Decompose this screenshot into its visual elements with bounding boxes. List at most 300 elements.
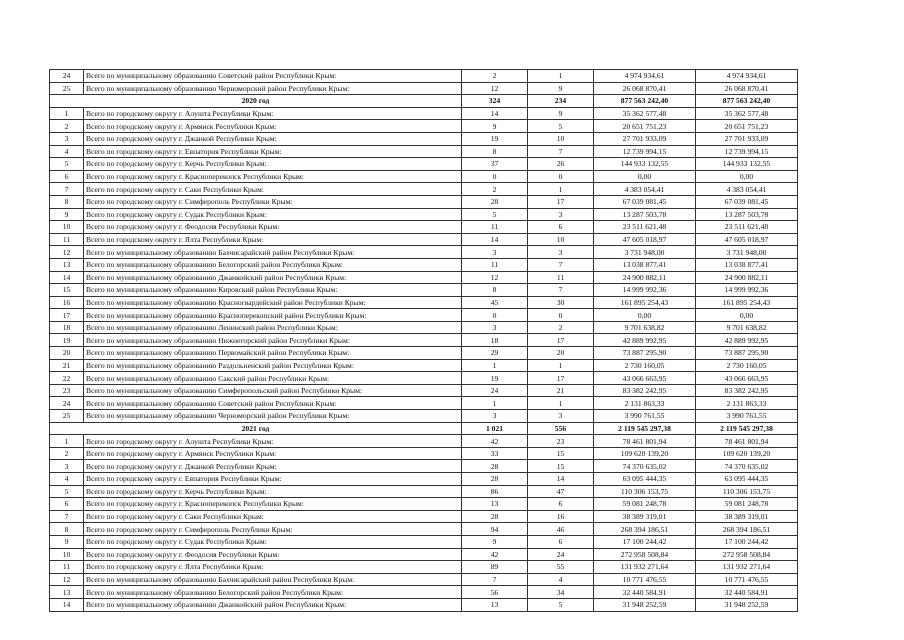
municipality-name: Всего по городскому округу г. Судак Республики Крым:	[84, 208, 462, 221]
count-secondary: 5	[528, 120, 594, 133]
table-row	[50, 284, 798, 297]
table-row	[50, 107, 798, 120]
count-total: 14	[462, 233, 528, 246]
municipality-name: Всего по муниципальному образованию Джанкойский район Республики Крым:	[84, 598, 462, 611]
municipality-name: Всего по муниципальному образованию Первомайский район Республики Крым:	[84, 347, 462, 360]
amount-secondary: 20 651 751,23	[696, 120, 798, 133]
table-row	[50, 498, 798, 511]
amount-secondary: 31 948 252,59	[696, 598, 798, 611]
row-number: 8	[50, 523, 84, 536]
table-row	[50, 334, 798, 347]
amount-total: 32 440 584,91	[594, 586, 696, 599]
count-secondary: 2	[528, 321, 594, 334]
municipality-name: Всего по городскому округу г. Красноперекопск Республики Крым:	[84, 498, 462, 511]
count-total: 7	[462, 573, 528, 586]
count-secondary: 3	[528, 208, 594, 221]
row-number: 24	[50, 70, 84, 83]
count-total: 0	[462, 309, 528, 322]
amount-total: 877 563 242,40	[594, 95, 696, 108]
municipality-name: Всего по городскому округу г. Джанкой Республики Крым:	[84, 132, 462, 145]
funding-table	[49, 69, 798, 612]
municipality-name: Всего по муниципальному образованию Бахчисарайский район Республики Крым:	[84, 573, 462, 586]
row-number: 24	[50, 397, 84, 410]
count-secondary: 4	[528, 573, 594, 586]
amount-secondary: 67 039 081,45	[696, 195, 798, 208]
table-row	[50, 271, 798, 284]
municipality-name: Всего по муниципальному образованию Советский район Республики Крым:	[84, 70, 462, 83]
amount-total: 13 287 503,78	[594, 208, 696, 221]
amount-secondary: 12 739 994,15	[696, 145, 798, 158]
count-total: 19	[462, 372, 528, 385]
row-number: 10	[50, 548, 84, 561]
municipality-name: Всего по городскому округу г. Армянск Республики Крым:	[84, 447, 462, 460]
municipality-name: Всего по городскому округу г. Симферополь Республики Крым:	[84, 195, 462, 208]
row-number: 17	[50, 309, 84, 322]
count-total: 42	[462, 435, 528, 448]
table-row	[50, 221, 798, 234]
table-row	[50, 246, 798, 259]
count-secondary: 16	[528, 510, 594, 523]
amount-secondary: 32 440 584,91	[696, 586, 798, 599]
count-secondary: 17	[528, 195, 594, 208]
count-total: 0	[462, 170, 528, 183]
municipality-name: Всего по муниципальному образованию Советский район Республики Крым:	[84, 397, 462, 410]
count-total: 45	[462, 296, 528, 309]
count-secondary: 34	[528, 586, 594, 599]
table-row	[50, 384, 798, 397]
row-number: 25	[50, 410, 84, 423]
year-label: 2021 год	[50, 422, 462, 435]
year-total-row	[50, 422, 798, 435]
row-number: 2	[50, 120, 84, 133]
table-row	[50, 473, 798, 486]
amount-secondary: 26 068 870,41	[696, 82, 798, 95]
count-total: 18	[462, 334, 528, 347]
table-row	[50, 82, 798, 95]
count-total: 9	[462, 535, 528, 548]
table-row	[50, 586, 798, 599]
municipality-name: Всего по городскому округу г. Феодосия Республики Крым:	[84, 548, 462, 561]
amount-total: 43 066 663,95	[594, 372, 696, 385]
table-row	[50, 321, 798, 334]
count-total: 3	[462, 321, 528, 334]
row-number: 11	[50, 561, 84, 574]
count-total: 1	[462, 359, 528, 372]
amount-secondary: 144 933 132,55	[696, 158, 798, 171]
amount-secondary: 0,00	[696, 309, 798, 322]
amount-total: 4 974 934,61	[594, 70, 696, 83]
count-secondary: 11	[528, 271, 594, 284]
amount-total: 24 900 882,11	[594, 271, 696, 284]
row-number: 21	[50, 359, 84, 372]
amount-total: 2 131 863,33	[594, 397, 696, 410]
municipality-name: Всего по муниципальному образованию Симферопольский район Республики Крым:	[84, 384, 462, 397]
table-row	[50, 145, 798, 158]
amount-total: 12 739 994,15	[594, 145, 696, 158]
row-number: 19	[50, 334, 84, 347]
amount-total: 2 119 545 297,38	[594, 422, 696, 435]
amount-total: 83 382 242,95	[594, 384, 696, 397]
amount-secondary: 78 461 801,94	[696, 435, 798, 448]
table-row	[50, 561, 798, 574]
year-total-row	[50, 95, 798, 108]
count-secondary: 3	[528, 246, 594, 259]
count-total: 11	[462, 258, 528, 271]
amount-total: 272 958 508,84	[594, 548, 696, 561]
count-secondary: 0	[528, 309, 594, 322]
count-total: 3	[462, 410, 528, 423]
row-number: 9	[50, 535, 84, 548]
amount-secondary: 13 287 503,78	[696, 208, 798, 221]
count-secondary: 23	[528, 435, 594, 448]
municipality-name: Всего по муниципальному образованию Нижнегорский район Республики Крым:	[84, 334, 462, 347]
count-secondary: 6	[528, 535, 594, 548]
table-row	[50, 510, 798, 523]
count-secondary: 10	[528, 132, 594, 145]
municipality-name: Всего по муниципальному образованию Черноморский район Республики Крым:	[84, 410, 462, 423]
municipality-name: Всего по муниципальному образованию Красногвардейский район Республики Крым:	[84, 296, 462, 309]
row-number: 25	[50, 82, 84, 95]
amount-total: 42 889 992,95	[594, 334, 696, 347]
municipality-name: Всего по городскому округу г. Керчь Республики Крым:	[84, 485, 462, 498]
table-row	[50, 195, 798, 208]
count-total: 13	[462, 598, 528, 611]
count-total: 94	[462, 523, 528, 536]
row-number: 4	[50, 145, 84, 158]
amount-total: 67 039 081,45	[594, 195, 696, 208]
count-total: 2	[462, 183, 528, 196]
amount-total: 20 651 751,23	[594, 120, 696, 133]
amount-total: 78 461 801,94	[594, 435, 696, 448]
count-total: 24	[462, 384, 528, 397]
amount-secondary: 73 887 295,90	[696, 347, 798, 360]
amount-total: 3 731 948,00	[594, 246, 696, 259]
amount-total: 0,00	[594, 309, 696, 322]
count-total: 28	[462, 473, 528, 486]
amount-total: 59 081 248,78	[594, 498, 696, 511]
count-secondary: 3	[528, 410, 594, 423]
amount-total: 47 605 018,97	[594, 233, 696, 246]
count-secondary: 0	[528, 170, 594, 183]
row-number: 11	[50, 233, 84, 246]
amount-total: 144 933 132,55	[594, 158, 696, 171]
amount-total: 3 990 761,55	[594, 410, 696, 423]
count-total: 29	[462, 347, 528, 360]
table-row	[50, 523, 798, 536]
amount-secondary: 4 974 934,61	[696, 70, 798, 83]
table-row	[50, 158, 798, 171]
table-row	[50, 447, 798, 460]
municipality-name: Всего по городскому округу г. Джанкой Республики Крым:	[84, 460, 462, 473]
count-secondary: 30	[528, 296, 594, 309]
table-row	[50, 258, 798, 271]
count-total: 3	[462, 246, 528, 259]
count-secondary: 46	[528, 523, 594, 536]
row-number: 22	[50, 372, 84, 385]
table-row	[50, 410, 798, 423]
table-row	[50, 372, 798, 385]
amount-total: 73 887 295,90	[594, 347, 696, 360]
amount-total: 110 306 153,75	[594, 485, 696, 498]
row-number: 7	[50, 510, 84, 523]
row-number: 1	[50, 435, 84, 448]
count-total: 42	[462, 548, 528, 561]
amount-total: 17 100 244,42	[594, 535, 696, 548]
row-number: 3	[50, 132, 84, 145]
municipality-name: Всего по городскому округу г. Ялта Республики Крым:	[84, 233, 462, 246]
amount-secondary: 14 999 992,36	[696, 284, 798, 297]
row-number: 12	[50, 573, 84, 586]
count-total: 12	[462, 271, 528, 284]
row-number: 7	[50, 183, 84, 196]
table-row	[50, 170, 798, 183]
municipality-name: Всего по городскому округу г. Красноперекопск Республики Крым:	[84, 170, 462, 183]
municipality-name: Всего по городскому округу г. Ялта Республики Крым:	[84, 561, 462, 574]
count-secondary: 556	[528, 422, 594, 435]
amount-secondary: 13 038 877,41	[696, 258, 798, 271]
amount-total: 161 895 254,43	[594, 296, 696, 309]
count-secondary: 17	[528, 334, 594, 347]
amount-total: 26 068 870,41	[594, 82, 696, 95]
count-total: 33	[462, 447, 528, 460]
municipality-name: Всего по городскому округу г. Симферополь Республики Крым:	[84, 523, 462, 536]
count-total: 89	[462, 561, 528, 574]
municipality-name: Всего по муниципальному образованию Раздольненский район Республики Крым:	[84, 359, 462, 372]
row-number: 9	[50, 208, 84, 221]
amount-secondary: 23 511 621,48	[696, 221, 798, 234]
row-number: 16	[50, 296, 84, 309]
count-secondary: 1	[528, 359, 594, 372]
count-secondary: 6	[528, 221, 594, 234]
municipality-name: Всего по муниципальному образованию Бахчисарайский район Республики Крым:	[84, 246, 462, 259]
row-number: 12	[50, 246, 84, 259]
count-secondary: 21	[528, 384, 594, 397]
municipality-name: Всего по муниципальному образованию Ленинский район Республики Крым:	[84, 321, 462, 334]
municipality-name: Всего по муниципальному образованию Кировский район Республики Крым:	[84, 284, 462, 297]
municipality-name: Всего по городскому округу г. Алушта Республики Крым:	[84, 107, 462, 120]
row-number: 6	[50, 170, 84, 183]
amount-secondary: 83 382 242,95	[696, 384, 798, 397]
amount-secondary: 17 100 244,42	[696, 535, 798, 548]
municipality-name: Всего по муниципальному образованию Белогорский район Республики Крым:	[84, 258, 462, 271]
amount-total: 23 511 621,48	[594, 221, 696, 234]
table-row	[50, 183, 798, 196]
municipality-name: Всего по городскому округу г. Евпатория Республики Крым:	[84, 473, 462, 486]
amount-secondary: 24 900 882,11	[696, 271, 798, 284]
count-total: 86	[462, 485, 528, 498]
table-row	[50, 548, 798, 561]
table-row	[50, 70, 798, 83]
table-row	[50, 435, 798, 448]
table-body	[50, 70, 798, 612]
count-secondary: 47	[528, 485, 594, 498]
row-number: 18	[50, 321, 84, 334]
amount-total: 2 730 160,05	[594, 359, 696, 372]
count-total: 12	[462, 82, 528, 95]
row-number: 2	[50, 447, 84, 460]
count-total: 28	[462, 510, 528, 523]
count-secondary: 7	[528, 284, 594, 297]
amount-total: 109 620 139,20	[594, 447, 696, 460]
amount-secondary: 43 066 663,95	[696, 372, 798, 385]
amount-secondary: 59 081 248,78	[696, 498, 798, 511]
table-row	[50, 347, 798, 360]
amount-total: 27 701 933,09	[594, 132, 696, 145]
count-secondary: 6	[528, 498, 594, 511]
table-row	[50, 535, 798, 548]
amount-secondary: 877 563 242,40	[696, 95, 798, 108]
row-number: 5	[50, 485, 84, 498]
municipality-name: Всего по городскому округу г. Алушта Республики Крым:	[84, 435, 462, 448]
amount-secondary: 2 730 160,05	[696, 359, 798, 372]
amount-secondary: 47 605 018,97	[696, 233, 798, 246]
row-number: 8	[50, 195, 84, 208]
count-secondary: 7	[528, 145, 594, 158]
table-row	[50, 309, 798, 322]
row-number: 4	[50, 473, 84, 486]
count-secondary: 10	[528, 233, 594, 246]
count-total: 8	[462, 145, 528, 158]
municipality-name: Всего по городскому округу г. Судак Республики Крым:	[84, 535, 462, 548]
table-row	[50, 397, 798, 410]
amount-total: 63 095 444,35	[594, 473, 696, 486]
amount-secondary: 9 701 638,82	[696, 321, 798, 334]
amount-total: 35 362 577,48	[594, 107, 696, 120]
count-secondary: 9	[528, 107, 594, 120]
amount-total: 10 771 476,55	[594, 573, 696, 586]
count-secondary: 1	[528, 70, 594, 83]
table-row	[50, 359, 798, 372]
table-row	[50, 296, 798, 309]
amount-total: 131 932 271,64	[594, 561, 696, 574]
row-number: 6	[50, 498, 84, 511]
count-secondary: 55	[528, 561, 594, 574]
table-row	[50, 485, 798, 498]
table-row	[50, 598, 798, 611]
count-total: 37	[462, 158, 528, 171]
amount-secondary: 74 370 635,02	[696, 460, 798, 473]
count-secondary: 1	[528, 183, 594, 196]
amount-secondary: 109 620 139,20	[696, 447, 798, 460]
row-number: 10	[50, 221, 84, 234]
amount-secondary: 161 895 254,43	[696, 296, 798, 309]
table-row	[50, 208, 798, 221]
row-number: 13	[50, 586, 84, 599]
amount-total: 31 948 252,59	[594, 598, 696, 611]
row-number: 13	[50, 258, 84, 271]
count-total: 14	[462, 107, 528, 120]
count-secondary: 5	[528, 598, 594, 611]
amount-secondary: 42 889 992,95	[696, 334, 798, 347]
amount-secondary: 63 095 444,35	[696, 473, 798, 486]
row-number: 23	[50, 384, 84, 397]
count-total: 19	[462, 132, 528, 145]
municipality-name: Всего по муниципальному образованию Джанкойский район Республики Крым:	[84, 271, 462, 284]
count-secondary: 26	[528, 158, 594, 171]
municipality-name: Всего по городскому округу г. Евпатория Республики Крым:	[84, 145, 462, 158]
count-total: 324	[462, 95, 528, 108]
amount-secondary: 2 119 545 297,38	[696, 422, 798, 435]
table-row	[50, 573, 798, 586]
municipality-name: Всего по городскому округу г. Саки Республики Крым:	[84, 183, 462, 196]
count-total: 28	[462, 460, 528, 473]
amount-secondary: 10 771 476,55	[696, 573, 798, 586]
count-secondary: 1	[528, 397, 594, 410]
amount-total: 13 038 877,41	[594, 258, 696, 271]
municipality-name: Всего по городскому округу г. Армянск Республики Крым:	[84, 120, 462, 133]
count-total: 13	[462, 498, 528, 511]
amount-secondary: 38 389 319,01	[696, 510, 798, 523]
count-total: 1	[462, 397, 528, 410]
table-row	[50, 233, 798, 246]
municipality-name: Всего по муниципальному образованию Красноперекопский район Республики Крым:	[84, 309, 462, 322]
count-secondary: 20	[528, 347, 594, 360]
count-secondary: 7	[528, 258, 594, 271]
amount-secondary: 110 306 153,75	[696, 485, 798, 498]
amount-secondary: 3 731 948,00	[696, 246, 798, 259]
amount-secondary: 0,00	[696, 170, 798, 183]
count-total: 9	[462, 120, 528, 133]
amount-secondary: 2 131 863,33	[696, 397, 798, 410]
count-secondary: 15	[528, 447, 594, 460]
amount-secondary: 272 958 508,84	[696, 548, 798, 561]
amount-secondary: 268 394 186,51	[696, 523, 798, 536]
amount-total: 38 389 319,01	[594, 510, 696, 523]
count-total: 56	[462, 586, 528, 599]
municipality-name: Всего по муниципальному образованию Черноморский район Республики Крым:	[84, 82, 462, 95]
municipality-name: Всего по городскому округу г. Саки Республики Крым:	[84, 510, 462, 523]
table-row	[50, 120, 798, 133]
row-number: 1	[50, 107, 84, 120]
amount-total: 9 701 638,82	[594, 321, 696, 334]
row-number: 20	[50, 347, 84, 360]
count-secondary: 234	[528, 95, 594, 108]
count-secondary: 14	[528, 473, 594, 486]
row-number: 3	[50, 460, 84, 473]
count-total: 8	[462, 284, 528, 297]
municipality-name: Всего по городскому округу г. Керчь Республики Крым:	[84, 158, 462, 171]
amount-secondary: 27 701 933,09	[696, 132, 798, 145]
count-total: 5	[462, 208, 528, 221]
year-label: 2020 год	[50, 95, 462, 108]
count-total: 2	[462, 70, 528, 83]
count-secondary: 9	[528, 82, 594, 95]
amount-secondary: 131 932 271,64	[696, 561, 798, 574]
amount-total: 268 394 186,51	[594, 523, 696, 536]
count-total: 11	[462, 221, 528, 234]
table-row	[50, 132, 798, 145]
row-number: 14	[50, 598, 84, 611]
municipality-name: Всего по муниципальному образованию Сакский район Республики Крым:	[84, 372, 462, 385]
amount-total: 4 383 054,41	[594, 183, 696, 196]
amount-secondary: 4 383 054,41	[696, 183, 798, 196]
amount-total: 74 370 635,02	[594, 460, 696, 473]
amount-total: 14 999 992,36	[594, 284, 696, 297]
municipality-name: Всего по городскому округу г. Феодосия Республики Крым:	[84, 221, 462, 234]
amount-secondary: 3 990 761,55	[696, 410, 798, 423]
municipality-name: Всего по муниципальному образованию Белогорский район Республики Крым:	[84, 586, 462, 599]
count-secondary: 17	[528, 372, 594, 385]
row-number: 15	[50, 284, 84, 297]
row-number: 14	[50, 271, 84, 284]
count-secondary: 15	[528, 460, 594, 473]
count-total: 28	[462, 195, 528, 208]
amount-secondary: 35 362 577,48	[696, 107, 798, 120]
count-secondary: 24	[528, 548, 594, 561]
table-row	[50, 460, 798, 473]
count-total: 1 021	[462, 422, 528, 435]
amount-total: 0,00	[594, 170, 696, 183]
